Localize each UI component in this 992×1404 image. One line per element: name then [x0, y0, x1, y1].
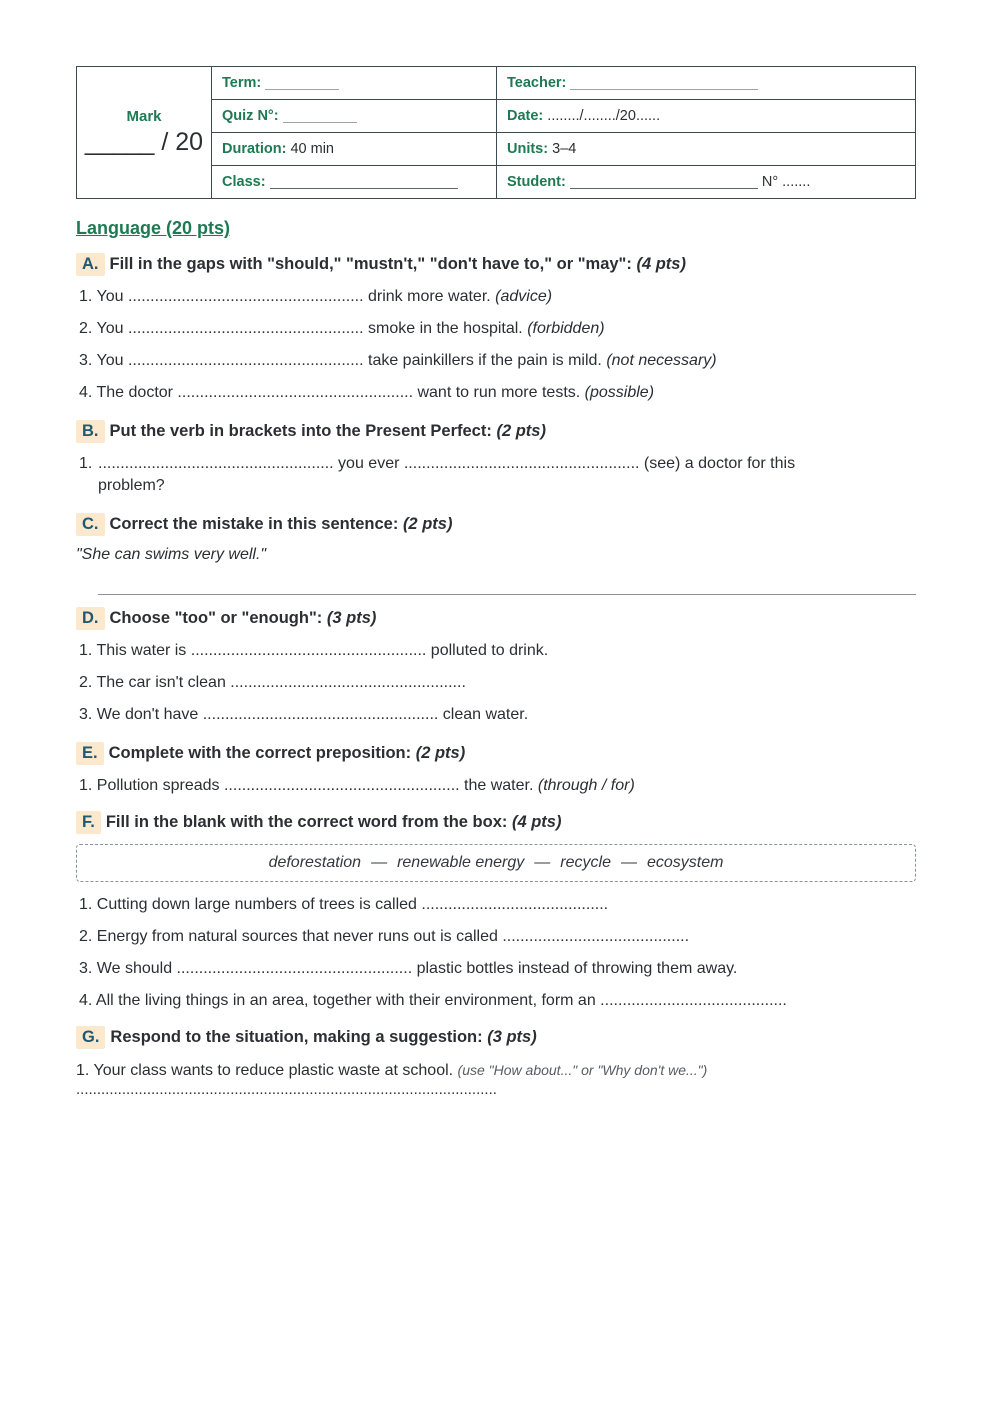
- quiz-number-label: Quiz N°:: [222, 108, 279, 124]
- units-label: Units:: [507, 141, 549, 157]
- question-prompt: Put the verb in brackets into the Present Perfect:: [109, 422, 492, 440]
- term-cell: [212, 67, 497, 100]
- situation-text: 1. Your class wants to reduce plastic waste at school.: [76, 1062, 454, 1079]
- student-cell: [497, 166, 916, 199]
- question-g-heading: [76, 1026, 916, 1049]
- date-label: Date:: [507, 108, 544, 124]
- section-title: Language (20 pts): [76, 218, 231, 238]
- item-text: 4. The doctor ..................................................... want to run more tests.: [79, 384, 581, 401]
- list-item[interactable]: 1. This water is ..................................................... polluted to drink.: [79, 642, 549, 659]
- question-a-heading: [76, 253, 916, 276]
- list-item[interactable]: [76, 318, 916, 340]
- question-prompt: Complete with the correct preposition:: [108, 744, 412, 762]
- question-letter: F.: [76, 811, 101, 834]
- quiz-number-field[interactable]: [283, 109, 357, 123]
- question-prompt: Fill in the gaps with "should," "mustn't," "don't have to," or "may":: [109, 255, 632, 273]
- answer-line[interactable]: [98, 594, 916, 595]
- list-item[interactable]: [76, 286, 916, 308]
- word-box-separator: —: [371, 854, 388, 871]
- item-number: 1.: [79, 455, 93, 472]
- units-cell: [497, 133, 916, 166]
- item-text: ..................................................... you ever ..................................................... (see) a doctor for this problem?: [98, 455, 796, 494]
- teacher-field[interactable]: [570, 76, 758, 90]
- question-d-list: [76, 640, 916, 726]
- list-item[interactable]: 3. We should ..................................................... plastic bottles instead of throwing them away.: [79, 960, 738, 977]
- question-points: (2 pts): [402, 515, 453, 533]
- student-number[interactable]: N° .......: [761, 174, 811, 190]
- question-letter: A.: [76, 253, 105, 276]
- question-f-heading: [76, 811, 916, 834]
- list-item[interactable]: [76, 453, 916, 497]
- list-item[interactable]: 2. Energy from natural sources that never runs out is called ..........................................: [79, 928, 690, 945]
- question-points: (3 pts): [326, 609, 377, 627]
- item-hint: (not necessary): [606, 352, 717, 369]
- item-hint: (forbidden): [527, 320, 605, 337]
- list-item[interactable]: 2. The car isn't clean .....................................................: [79, 674, 466, 691]
- word-box-word: deforestation: [268, 854, 362, 871]
- word-box-separator: —: [620, 854, 637, 871]
- item-text: 2. You ..................................................... smoke in the hospital.: [79, 320, 523, 337]
- duration-cell: [212, 133, 497, 166]
- word-box-word: recycle: [560, 854, 611, 871]
- class-cell: [212, 166, 497, 199]
- list-item[interactable]: [76, 350, 916, 372]
- item-hint: (advice): [495, 288, 553, 305]
- question-letter: E.: [76, 742, 104, 765]
- question-letter: C.: [76, 513, 105, 536]
- question-points: (3 pts): [487, 1028, 537, 1046]
- item-hint: (through / for): [537, 777, 635, 794]
- item-text: 1. You ..................................................... drink more water.: [79, 288, 491, 305]
- item-text: 3. You ..................................................... take painkillers if the pain is mild.: [79, 352, 602, 369]
- situation-hint: (use "How about..." or "Why don't we..."): [457, 1062, 708, 1078]
- question-prompt: Respond to the situation, making a suggestion:: [110, 1028, 483, 1046]
- question-points: (4 pts): [511, 813, 562, 831]
- question-f-list: [76, 894, 916, 1012]
- list-item[interactable]: [76, 775, 916, 797]
- units-value: 3–4: [552, 141, 577, 157]
- question-points: (4 pts): [636, 255, 686, 273]
- question-c-heading: [76, 513, 916, 536]
- term-label: Term:: [222, 75, 262, 91]
- mark-cell: [77, 67, 212, 199]
- word-box: [76, 844, 916, 882]
- list-item[interactable]: 3. We don't have ..................................................... clean water.: [79, 706, 529, 723]
- student-field[interactable]: [570, 175, 758, 189]
- question-letter: D.: [76, 607, 105, 630]
- word-box-word: ecosystem: [646, 854, 724, 871]
- item-hint: (possible): [584, 384, 655, 401]
- question-prompt: Fill in the blank with the correct word from the box:: [105, 813, 508, 831]
- mark-score: _____ / 20: [84, 128, 204, 156]
- date-cell: [497, 100, 916, 133]
- list-item[interactable]: 1. Cutting down large numbers of trees is called ..........................................: [79, 896, 609, 913]
- duration-value: 40 min: [290, 141, 334, 157]
- question-e-list: [76, 775, 916, 797]
- sentence-to-correct: "She can swims very well.": [76, 546, 267, 563]
- list-item[interactable]: 4. All the living things in an area, together with their environment, form an ..........................................: [79, 992, 787, 1009]
- question-points: (2 pts): [415, 744, 466, 762]
- date-value[interactable]: ......../......../20......: [547, 108, 661, 124]
- question-prompt: Correct the mistake in this sentence:: [109, 515, 399, 533]
- teacher-label: Teacher:: [507, 75, 567, 91]
- item-text: 1. Pollution spreads ..................................................... the water.: [79, 777, 534, 794]
- class-label: Class:: [222, 174, 266, 190]
- quiz-number-cell: [212, 100, 497, 133]
- duration-label: Duration:: [222, 141, 287, 157]
- question-b-list: [76, 453, 916, 497]
- situation-item: [76, 1059, 916, 1098]
- question-d-heading: [76, 607, 916, 630]
- question-e-heading: [76, 742, 916, 765]
- question-letter: B.: [76, 420, 105, 443]
- class-field[interactable]: [270, 175, 458, 189]
- answer-dots[interactable]: .....................................................................................................: [76, 1081, 497, 1098]
- mark-label: Mark: [126, 108, 162, 125]
- question-points: (2 pts): [496, 422, 546, 440]
- teacher-cell: [497, 67, 916, 100]
- question-prompt: Choose "too" or "enough":: [109, 609, 323, 627]
- student-label: Student:: [507, 174, 566, 190]
- word-box-separator: —: [534, 854, 551, 871]
- word-box-word: renewable energy: [397, 854, 525, 871]
- question-a-list: [76, 286, 916, 404]
- term-field[interactable]: [265, 76, 339, 90]
- list-item[interactable]: [76, 382, 916, 404]
- header-table: [76, 66, 916, 199]
- question-letter: G.: [76, 1026, 105, 1049]
- question-b-heading: [76, 420, 916, 443]
